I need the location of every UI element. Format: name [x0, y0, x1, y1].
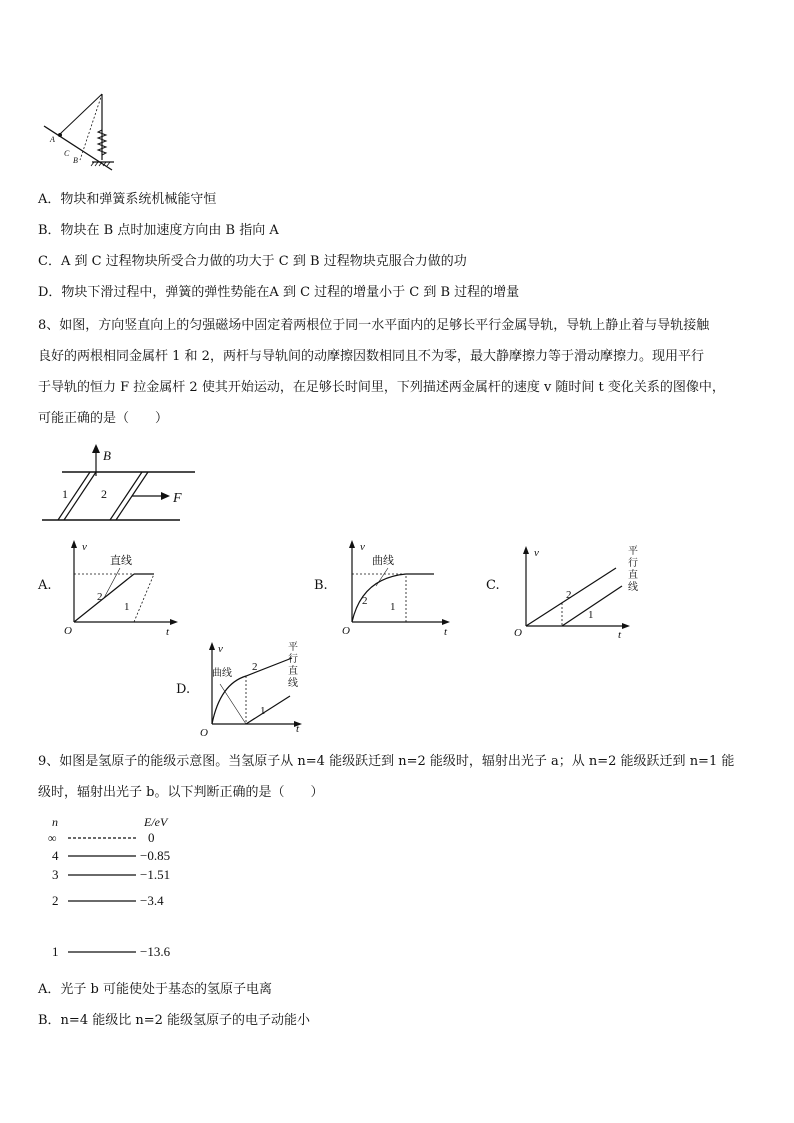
q8-graph-b: [340, 538, 460, 638]
q9-option-a: A．光子 b 可能使处于基态的氢原子电离: [38, 982, 272, 997]
q8-option-c-label: C.: [486, 578, 500, 593]
axis-v: v: [534, 547, 539, 559]
q8-d-note-2: 直: [288, 666, 298, 677]
n-header: n: [52, 815, 58, 829]
q8-graph-a: [62, 538, 187, 638]
level-3-e: −1.51: [140, 867, 171, 882]
q7-option-d: D．物块下滑过程中，弹簧的弹性势能在A 到 C 过程的增量小于 C 到 B 过程的增量: [38, 285, 520, 300]
axis-o: O: [342, 625, 350, 637]
q8-d-one: 1: [260, 705, 266, 717]
q8-d-note-3: 线: [288, 678, 298, 689]
q8-rails-figure: [40, 440, 200, 530]
q8-c-note-1: 行: [628, 558, 638, 569]
level-inf-e: 0: [148, 830, 155, 845]
level-1-e: −13.6: [140, 944, 171, 959]
q8-fig-f: F: [173, 491, 182, 506]
q8-fig-rod2: 2: [101, 487, 107, 501]
q7-label-c: C: [64, 149, 70, 158]
axis-v: v: [218, 643, 223, 655]
q8-stem-line-2: 良好的两根相同金属杆 1 和 2，两杆与导轨间的动摩擦因数相同且不为零，最大静摩擦力等于滑动摩擦力。现用平行: [38, 349, 704, 364]
q8-c-note-0: 平: [628, 546, 638, 557]
q7-label-b: B: [73, 156, 78, 165]
level-inf-n: ∞: [48, 831, 57, 845]
q9-stem-line-1: 9、如图是氢原子的能级示意图。当氢原子从 n=4 能级跃迁到 n=2 能级时，辐射出光子 a；从 n=2 能级跃迁到 n=1 能: [38, 754, 735, 769]
q8-a-note: 直线: [110, 555, 132, 567]
level-1-n: 1: [52, 944, 59, 959]
q8-b-one: 1: [390, 601, 396, 613]
q8-c-two: 2: [566, 589, 572, 601]
q8-b-two: 2: [362, 595, 368, 607]
q8-a-two: 2: [97, 591, 103, 603]
q8-option-d-label: D.: [176, 682, 191, 697]
axis-t: t: [296, 723, 300, 735]
q8-graph-c: [514, 538, 649, 641]
q8-stem-line-1: 8、如图，方向竖直向上的匀强磁场中固定着两根位于同一水平面内的足够长平行金属导轨，导轨上静止着与导轨接触: [38, 318, 710, 333]
q8-fig-rod1: 1: [62, 487, 68, 501]
axis-v: v: [360, 541, 365, 553]
q8-c-note-3: 线: [628, 582, 638, 593]
axis-o: O: [514, 627, 522, 639]
q9-energy-diagram: [44, 814, 244, 964]
level-3-n: 3: [52, 867, 59, 882]
axis-v: v: [82, 541, 87, 553]
q8-option-b-label: B.: [314, 578, 328, 593]
q7-option-c: C．A 到 C 过程物块所受合力做的功大于 C 到 B 过程物块克服合力做的功: [38, 254, 467, 269]
axis-o: O: [64, 625, 72, 637]
level-4-n: 4: [52, 848, 59, 863]
q8-graph-d: [200, 640, 325, 739]
q9-option-b: B．n=4 能级比 n=2 能级氢原子的电子动能小: [38, 1013, 311, 1028]
level-2-n: 2: [52, 893, 59, 908]
q8-stem-line-4: 可能正确的是（ ）: [38, 411, 169, 426]
axis-o: O: [200, 727, 208, 739]
q8-fig-b: B: [103, 448, 111, 463]
q7-figure: [40, 90, 130, 170]
q8-c-note-2: 直: [628, 570, 638, 581]
q8-d-two: 2: [252, 661, 258, 673]
q8-d-note-0: 平: [288, 642, 298, 653]
axis-t: t: [166, 626, 170, 638]
q8-d-note-curve: 曲线: [212, 668, 232, 679]
q8-a-one: 1: [124, 601, 130, 613]
q7-label-a: A: [50, 135, 55, 144]
q8-b-note: 曲线: [372, 555, 394, 567]
q9-stem-line-2: 级时，辐射出光子 b。以下判断正确的是（ ）: [38, 785, 324, 800]
q8-c-one: 1: [588, 609, 594, 621]
axis-t: t: [618, 629, 622, 641]
q8-stem-line-3: 于导轨的恒力 F 拉金属杆 2 使其开始运动，在足够长时间里，下列描述两金属杆的速度 v 随时间 t 变化关系的图像中，: [38, 380, 725, 395]
q7-option-a: A．物块和弹簧系统机械能守恒: [38, 192, 217, 207]
e-header: E/eV: [144, 815, 168, 829]
level-2-e: −3.4: [140, 893, 164, 908]
q8-option-a-label: A.: [38, 578, 52, 593]
q7-option-b: B．物块在 B 点时加速度方向由 B 指向 A: [38, 223, 279, 238]
level-4-e: −0.85: [140, 848, 171, 863]
axis-t: t: [444, 626, 448, 638]
q8-d-note-1: 行: [288, 654, 298, 665]
